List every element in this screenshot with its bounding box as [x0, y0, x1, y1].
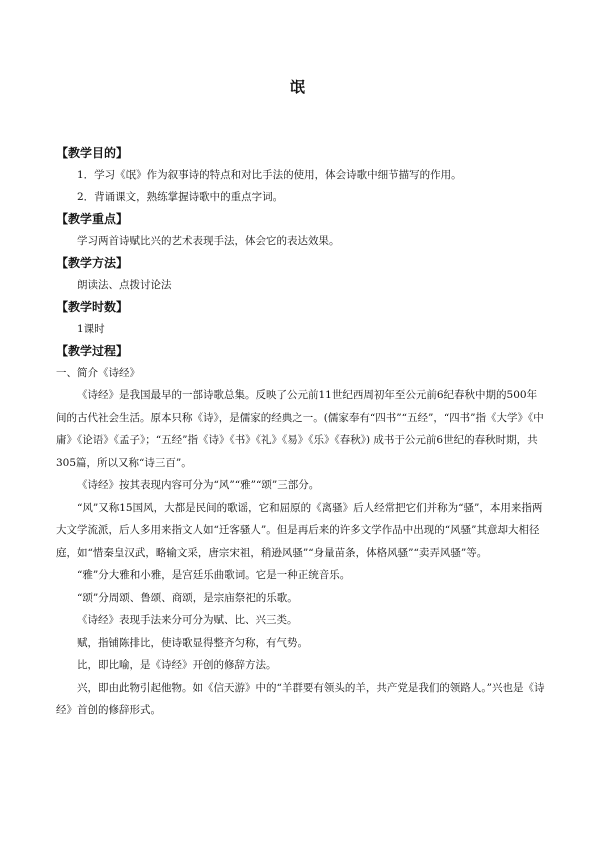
paragraph: 比，即比喻，是《诗经》开创的修辞方法。 — [77, 659, 277, 671]
paragraph: 《诗经》表现手法来分可分为赋、比、兴三类。 — [77, 614, 298, 626]
section-method — [56, 252, 546, 296]
document-body — [56, 142, 546, 722]
paragraph: “雅”分大雅和小雅，是宫廷乐曲歌词。它是一种正统音乐。 — [77, 569, 351, 581]
section-heading: 【教学目的】 — [56, 146, 129, 160]
paragraph: 2．背诵课文，熟练掌握诗歌中的重点字词。 — [77, 191, 284, 203]
section-heading: 【教学重点】 — [56, 212, 129, 226]
section-heading: 【教学过程】 — [56, 344, 129, 358]
section-heading: 【教学方法】 — [56, 256, 129, 270]
section-purpose — [56, 142, 546, 208]
paragraph: “颂”分周颂、鲁颂、商颂，是宗庙祭祀的乐歌。 — [77, 591, 298, 604]
paragraph: “风”又称15国风，大都是民间的歌谣，它和屈原的《离骚》后人经常把它们并称为“骚”，本用来指两大文学流派，后人多用来指文人如“迁客骚人”。但是再后来的许多文学作品中出现的“风骚”其意却大相径庭，如“惜秦皇汉武，略输文采，唐宗宋祖，稍逊风骚”“身量苗条，体格风骚”“卖弄风骚”等。 — [56, 501, 543, 559]
paragraph: 学习两首诗赋比兴的艺术表现手法，体会它的表达效果。 — [77, 235, 340, 247]
section-focus — [56, 208, 546, 252]
paragraph: 兴，即由此物引起他物。如《信天游》中的“羊群要有领头的羊，共产党是我们的领路人。”兴也是《诗经》首创的修辞形式。 — [56, 681, 545, 716]
paragraph: 《诗经》是我国最早的一部诗歌总集。反映了公元前11世纪西周初年至公元前6纪春秋中期的500年间的古代社会生活。原本只称《诗》，是儒家的经典之一。(儒家奉有“四书”“五经”，“四书”指《大学》《中庸》《论语》《孟子》；“五经”指《诗》《书》《礼》《易》《乐》《春秋》) 成书于公元前6世纪的春秋时期，共305篇，所以又称“诗三百”。 — [56, 389, 544, 469]
paragraph: 《诗经》按其表现内容可分为“风”“雅”“颂”三部分。 — [77, 479, 320, 491]
subheading: 一、简介《诗经》 — [56, 367, 140, 379]
paragraph: 赋，指铺陈排比，使诗歌显得整齐匀称，有气势。 — [77, 636, 308, 649]
page-title: 氓 — [289, 78, 305, 96]
paragraph: 朗读法、点拨讨论法 — [77, 279, 172, 291]
paragraph: 1课时 — [77, 323, 105, 335]
section-heading: 【教学时数】 — [56, 300, 129, 314]
paragraph: 1．学习《氓》作为叙事诗的特点和对比手法的使用，体会诗歌中细节描写的作用。 — [77, 169, 462, 181]
section-process — [56, 340, 546, 722]
section-hours — [56, 296, 546, 340]
